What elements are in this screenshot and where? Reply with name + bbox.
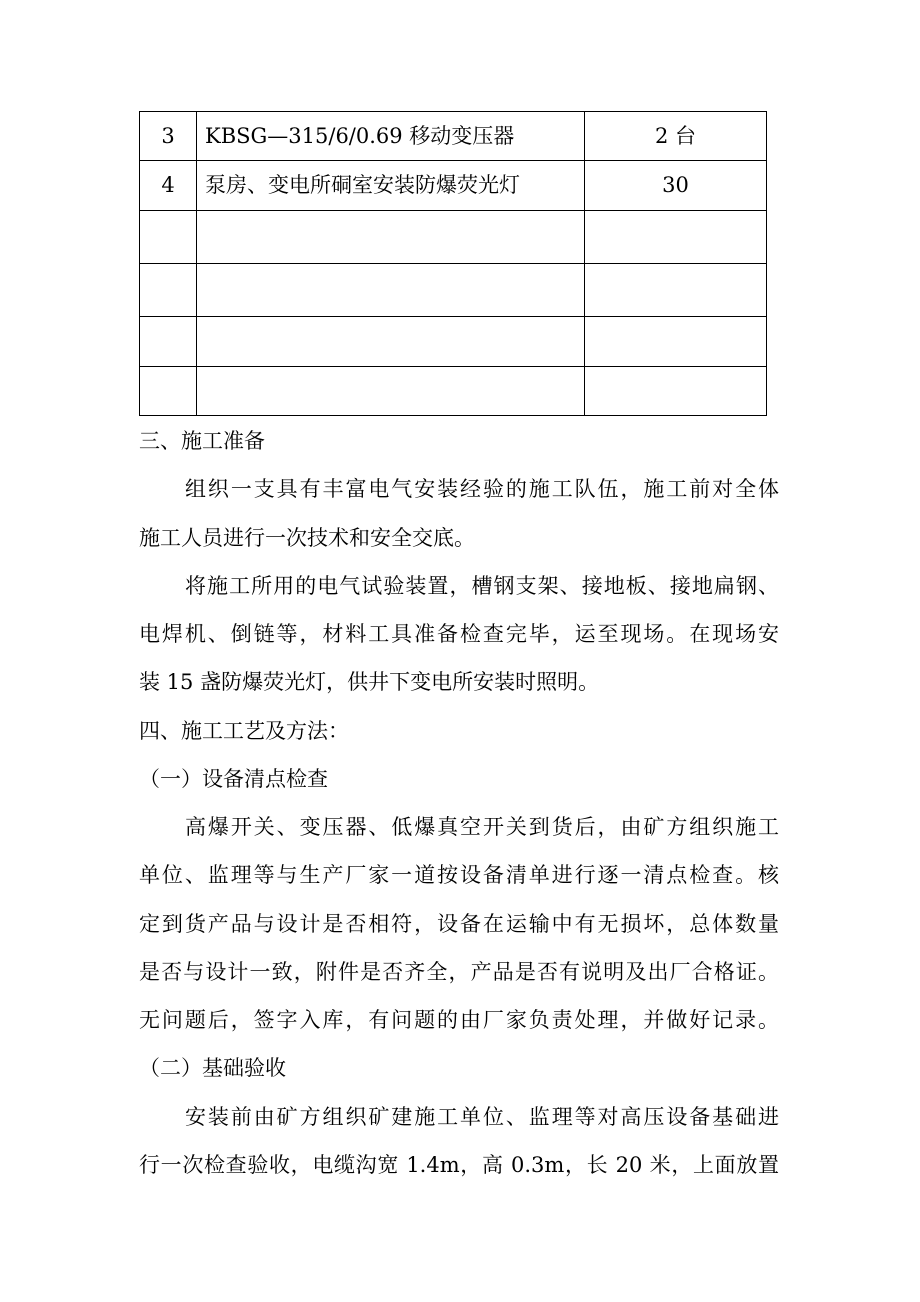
paragraph-line: 电焊机、倒链等，材料工具准备检查完毕，运至现场。在现场安: [139, 622, 779, 646]
paragraph-line: 装 15 盏防爆荧光灯，供井下变电所安装时照明。: [139, 670, 600, 695]
table-row: [140, 317, 767, 367]
paragraph-line: 单位、监理等与生产厂家一道按设备清单进行逐一清点检查。核: [139, 863, 779, 888]
row-number: [140, 317, 197, 367]
paragraph-line: 定到货产品与设计是否相符，设备在运输中有无损坏，总体数量: [139, 911, 779, 936]
equipment-quantity: [585, 264, 767, 317]
paragraph-line: 将施工所用的电气试验装置，槽钢支架、接地板、接地扁钢、: [185, 573, 779, 598]
equipment-quantity: [585, 367, 767, 416]
row-number: 3: [140, 112, 197, 161]
equipment-name: [197, 264, 585, 317]
section-heading-preparation: 三、施工准备: [139, 429, 265, 453]
body-text: [139, 417, 779, 1189]
equipment-quantity: [585, 317, 767, 367]
table-row: [140, 161, 767, 211]
paragraph-line: 高爆开关、变压器、低爆真空开关到货后，由矿方组织施工: [185, 815, 779, 839]
table-row: [140, 367, 767, 416]
subsection-heading-foundation: （二）基础验收: [139, 1056, 286, 1081]
paragraph-line: 是否与设计一致，附件是否齐全，产品是否有说明及出厂合格证。: [139, 959, 779, 984]
equipment-name: [197, 367, 585, 416]
paragraph-line: 行一次检查验收，电缆沟宽 1.4m，高 0.3m，长 20 米，上面放置: [139, 1152, 779, 1177]
equipment-name: [197, 211, 585, 264]
equipment-name: [197, 317, 585, 367]
equipment-table: [139, 111, 767, 416]
paragraph-line: 无问题后，签字入库，有问题的由厂家负责处理，并做好记录。: [139, 1008, 779, 1032]
equipment-quantity: 2 台: [585, 112, 767, 161]
equipment-quantity: [585, 211, 767, 264]
paragraph-line: 组织一支具有丰富电气安装经验的施工队伍，施工前对全体: [185, 477, 779, 502]
equipment-name: KBSG—315/6/0.69 移动变压器: [197, 112, 585, 161]
paragraph-line: 安装前由矿方组织矿建施工单位、监理等对高压设备基础进: [185, 1104, 779, 1129]
subsection-heading-inventory: （一）设备清点检查: [139, 766, 328, 791]
equipment-name: 泵房、变电所硐室安装防爆荧光灯: [197, 161, 585, 211]
row-number: [140, 211, 197, 264]
equipment-quantity: 30: [585, 161, 767, 211]
table-row: [140, 264, 767, 317]
row-number: [140, 264, 197, 317]
row-number: [140, 367, 197, 416]
row-number: 4: [140, 161, 197, 211]
paragraph-line: 施工人员进行一次技术和安全交底。: [139, 525, 475, 550]
section-heading-process: 四、施工工艺及方法：: [139, 718, 349, 743]
table-row: [140, 112, 767, 161]
table-row: [140, 211, 767, 264]
